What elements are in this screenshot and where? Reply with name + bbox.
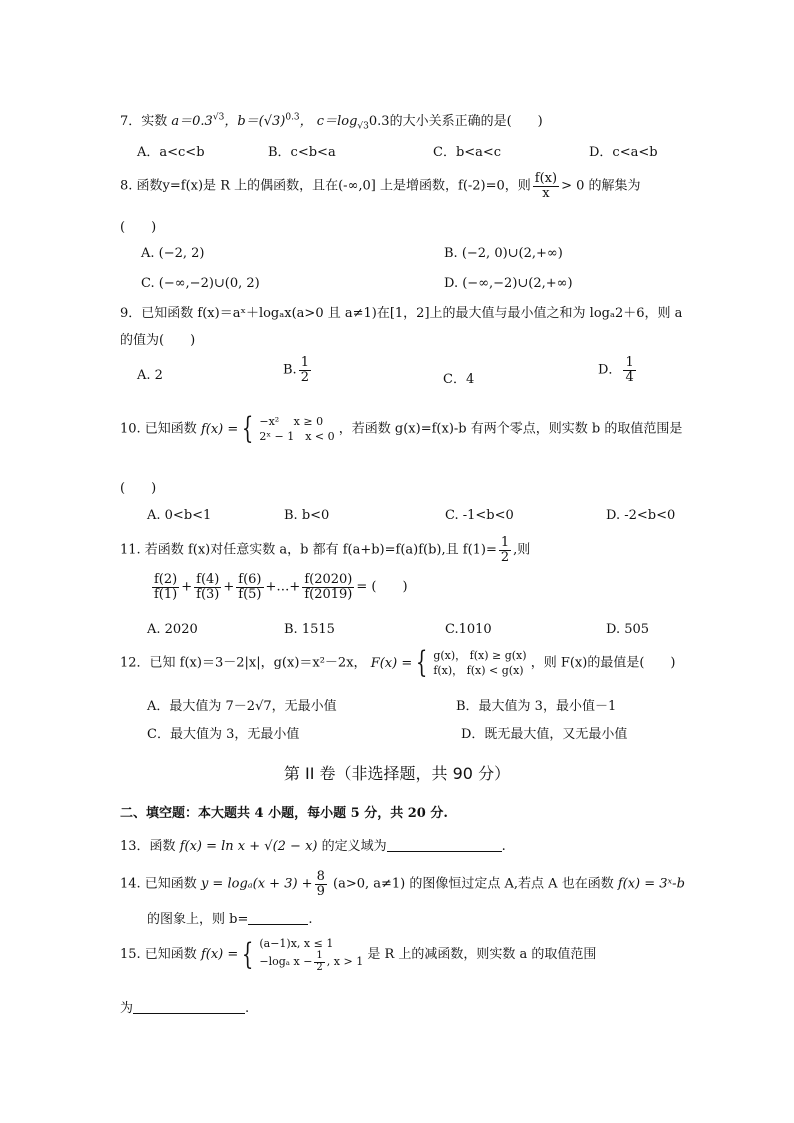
q8-option-d: D. (−∞,−2)∪(2,+∞) xyxy=(444,276,573,291)
q9-option-c: C．4 xyxy=(443,372,475,387)
q7-option-d: D．c<a<b xyxy=(589,145,658,160)
q8-option-b: B. (−2, 0)∪(2,+∞) xyxy=(444,246,563,261)
q12-option-c: C．最大值为 3，无最小值 xyxy=(147,727,300,742)
q15-stem: 15. 已知函数 f(x) = { (a−1)x, x ≤ 1 −logₐ x − $\frac{1}{2}$ , x > 1 是 R 上的减函数，则实数 a 的取值范围 xyxy=(120,936,597,973)
brace-symbol: { xyxy=(242,936,254,972)
q11-expression: $\frac{f(2)}{f(1)}$ + $\frac{f(4)}{f(3)}$ + $\frac{f(6)}{f(5)}$ +…+ $\frac{f(2020)}{f(2019)}$ = ( ) xyxy=(154,572,408,602)
q11-stem: 11. 若函数 f(x)对任意实数 a，b 都有 f(a+b)=f(a)f(b),且 f(1)= $\frac{1}{2}$ ,则 xyxy=(120,535,531,565)
q10-option-a: A. 0<b<1 xyxy=(147,508,212,523)
q10-option-b: B. b<0 xyxy=(284,508,330,523)
q10-stem: 10. 已知函数 f(x) = { −x² x ≥ 0 2ˣ − 1 x < 0 ，若函数 g(x)=f(x)-b 有两个零点，则实数 b 的取值范围是 xyxy=(120,411,683,446)
q11-option-d: D. 505 xyxy=(606,622,650,637)
q7-stem: 7．实数 $a=0.3^{√3}$，$b=(√3)^{0.3}$， $c=\log_{√3}0.3$的大小关系正确的是( ) xyxy=(120,112,543,132)
answer-blank[interactable] xyxy=(248,912,308,925)
q10-option-d: D. -2<b<0 xyxy=(606,508,676,523)
part2-title: 第 II 卷（非选择题，共 90 分） xyxy=(283,764,511,783)
q8-option-a: A. (−2, 2) xyxy=(141,246,205,261)
q11-option-a: A. 2020 xyxy=(147,622,198,637)
answer-blank[interactable] xyxy=(133,1001,245,1014)
q8-option-c: C. (−∞,−2)∪(0, 2) xyxy=(141,276,260,291)
q15-line2: 为 . xyxy=(120,1001,250,1016)
q8-paren: ( ) xyxy=(120,220,157,235)
q7-option-b: B．c<b<a xyxy=(268,145,336,160)
q12-stem: 12．已知 f(x)＝3－2|x|，g(x)＝x²－2x， F(x) = { g(x)， f(x) ≥ g(x) f(x)， f(x) < g(x) ，则 F(x)的最值是( ) xyxy=(120,645,676,680)
q14-line2: 的图象上，则 b= . xyxy=(147,912,313,927)
q7-option-c: C．b<a<c xyxy=(433,145,502,160)
q10-option-c: C. -1<b<0 xyxy=(445,508,514,523)
q12-option-d: D．既无最大值，又无最小值 xyxy=(461,727,628,742)
q9-option-d: D． $\frac{1}{4}$ xyxy=(598,355,634,385)
q12-option-a: A．最大值为 7－2√7，无最小值 xyxy=(147,699,337,714)
q14-stem: 14. 已知函数 y = logₐ(x + 3) + $\frac{8}{9}$ (a>0, a≠1) 的图像恒过定点 A,若点 A 也在函数 f(x) = 3ˣ-b xyxy=(120,869,685,899)
q9-stem-line1: 9．已知函数 f(x)＝aˣ＋logₐx(a>0 且 a≠1)在[1，2]上的最大值与最小值之和为 logₐ2＋6，则 a xyxy=(120,306,683,321)
q9-option-b: B. $\frac{1}{2}$ xyxy=(283,355,309,385)
q9-option-a: A. 2 xyxy=(137,368,163,383)
q7-option-a: A．a<c<b xyxy=(137,145,205,160)
brace-symbol: { xyxy=(416,645,428,680)
brace-symbol: { xyxy=(242,411,254,446)
q8-stem: 8. 函数y=f(x)是 R 上的偶函数，且在(-∞,0] 上是增函数，f(-2)=0，则 $\frac{f(x)}{x}$ > 0 的解集为 xyxy=(120,171,641,201)
q9-stem-line2: 的值为( ) xyxy=(120,333,196,348)
answer-blank[interactable] xyxy=(387,839,502,852)
q11-option-c: C.1010 xyxy=(445,622,492,637)
q13-stem: 13．函数 f(x) = ln x + √(2 − x) 的定义域为 . xyxy=(120,839,506,854)
q11-option-b: B. 1515 xyxy=(284,622,335,637)
section2-heading: 二、填空题：本大题共 4 小题，每小题 5 分，共 20 分. xyxy=(120,806,448,821)
q12-option-b: B．最大值为 3，最小值－1 xyxy=(456,699,617,714)
q10-paren: ( ) xyxy=(120,481,157,496)
